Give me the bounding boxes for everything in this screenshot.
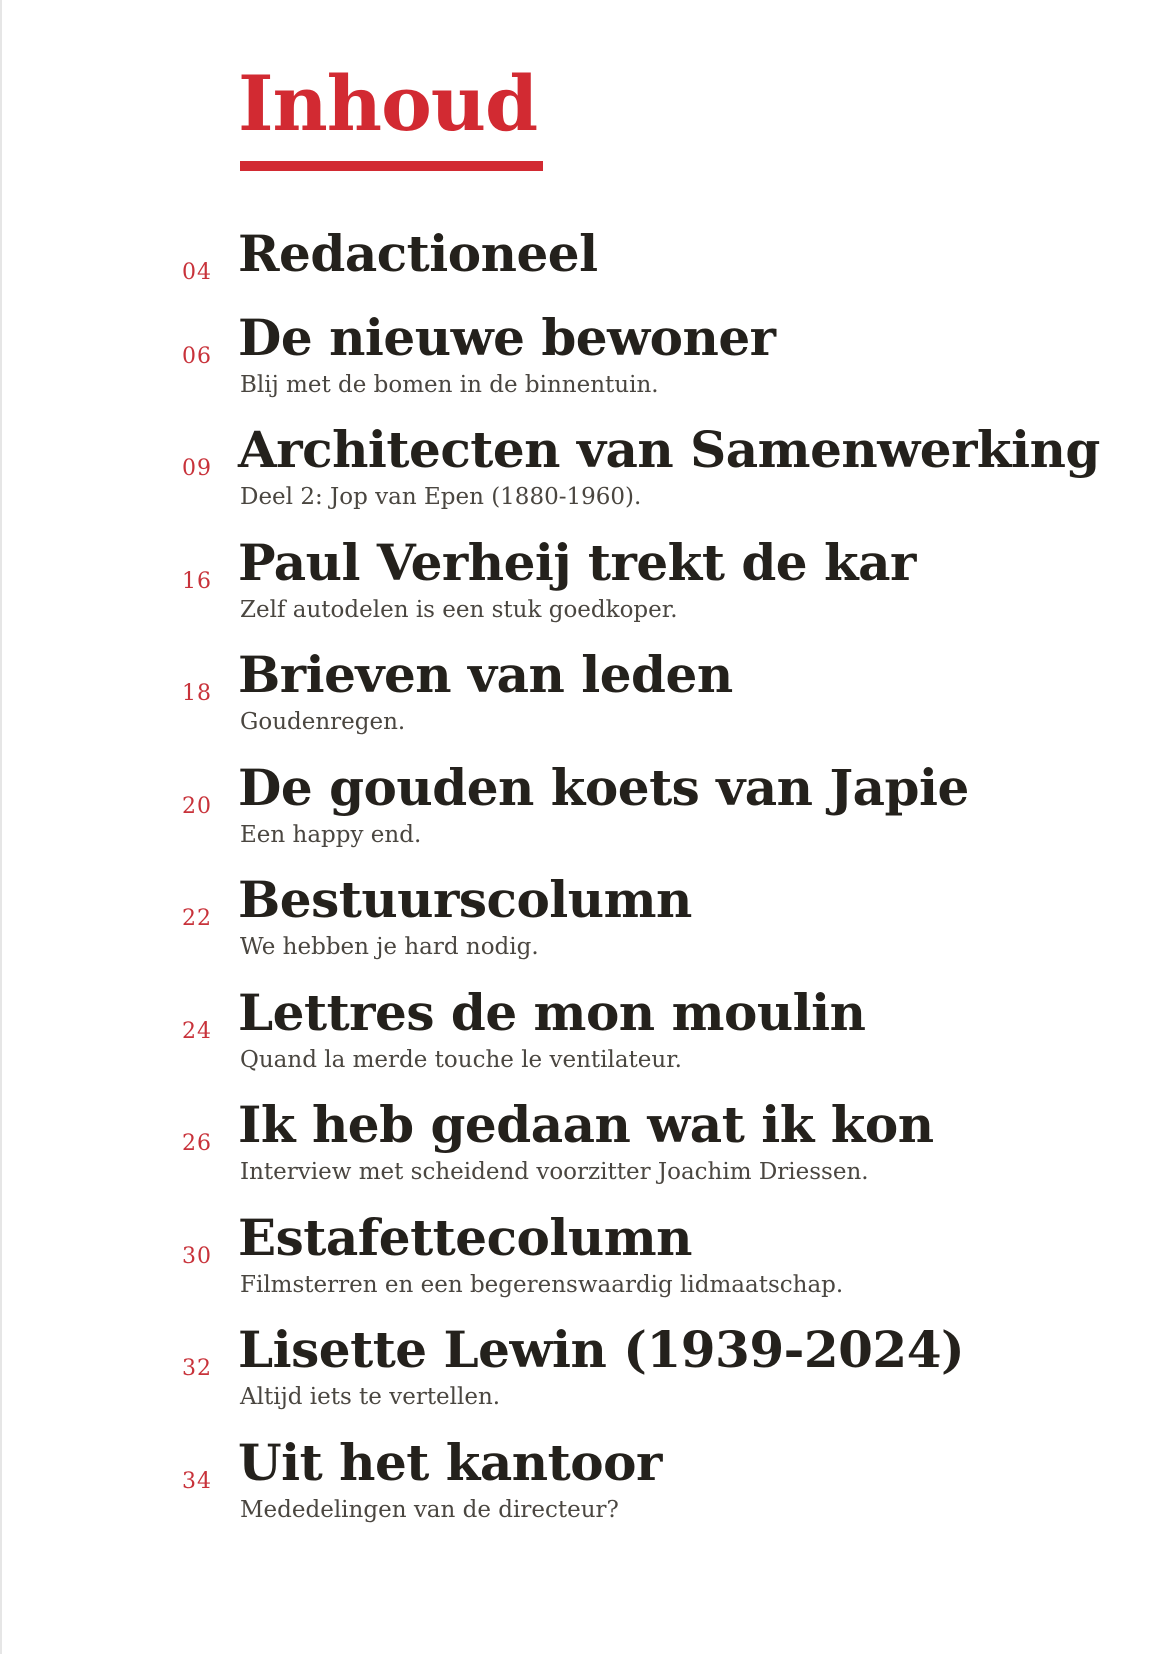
toc-entry[interactable] xyxy=(0,418,1166,518)
toc-subtitle: Quand la merde touche le ventilateur. xyxy=(240,1047,682,1073)
toc-subtitle: Blij met de bomen in de binnentuin. xyxy=(240,372,659,398)
toc-entry[interactable] xyxy=(0,981,1166,1081)
toc-entry[interactable] xyxy=(0,756,1166,856)
toc-entry[interactable] xyxy=(0,531,1166,631)
toc-subtitle: Mededelingen van de directeur? xyxy=(240,1497,619,1523)
toc-page-number: 24 xyxy=(182,1019,212,1044)
toc-title: De nieuwe bewoner xyxy=(238,308,776,367)
toc-page-number: 22 xyxy=(182,906,212,931)
toc-title: Brieven van leden xyxy=(238,645,733,704)
toc-title: Bestuurscolumn xyxy=(238,870,692,929)
toc-title: Uit het kantoor xyxy=(238,1433,662,1492)
toc-title: Lisette Lewin (1939-2024) xyxy=(238,1320,965,1379)
page-title: Inhoud xyxy=(238,59,538,148)
toc-page-number: 04 xyxy=(182,260,212,285)
toc-page-number: 18 xyxy=(182,681,212,706)
toc-page-number: 30 xyxy=(182,1244,212,1269)
toc-subtitle: Een happy end. xyxy=(240,822,422,848)
toc-title: Redactioneel xyxy=(238,224,598,283)
toc-subtitle: Deel 2: Jop van Epen (1880-1960). xyxy=(240,484,642,510)
toc-page-number: 06 xyxy=(182,344,212,369)
toc-entry[interactable] xyxy=(0,306,1166,406)
toc-page-number: 20 xyxy=(182,794,212,819)
toc-title: Paul Verheij trekt de kar xyxy=(238,533,916,592)
toc-entry[interactable] xyxy=(0,1093,1166,1193)
toc-page-number: 09 xyxy=(182,456,212,481)
toc-subtitle: We hebben je hard nodig. xyxy=(240,934,539,960)
toc-title: De gouden koets van Japie xyxy=(238,758,969,817)
toc-title: Architecten van Samenwerking xyxy=(238,420,1100,479)
toc-title: Estafettecolumn xyxy=(238,1208,692,1267)
toc-page-number: 32 xyxy=(182,1356,212,1381)
toc-subtitle: Goudenregen. xyxy=(240,709,406,735)
toc-entry[interactable] xyxy=(0,1206,1166,1306)
toc-title: Ik heb gedaan wat ik kon xyxy=(238,1095,934,1154)
toc-page-number: 26 xyxy=(182,1131,212,1156)
toc-subtitle: Filmsterren en een begerenswaardig lidmaatschap. xyxy=(240,1272,844,1298)
toc-subtitle: Altijd iets te vertellen. xyxy=(240,1384,501,1410)
toc-entry[interactable] xyxy=(0,1431,1166,1531)
toc-entry[interactable] xyxy=(0,643,1166,743)
toc-page-number: 34 xyxy=(182,1469,212,1494)
toc-title: Lettres de mon moulin xyxy=(238,983,866,1042)
toc-subtitle: Interview met scheidend voorzitter Joachim Driessen. xyxy=(240,1159,869,1185)
toc-subtitle: Zelf autodelen is een stuk goedkoper. xyxy=(240,597,678,623)
toc-page-number: 16 xyxy=(182,569,212,594)
toc-entry[interactable] xyxy=(0,1318,1166,1418)
toc-entry[interactable] xyxy=(0,868,1166,968)
